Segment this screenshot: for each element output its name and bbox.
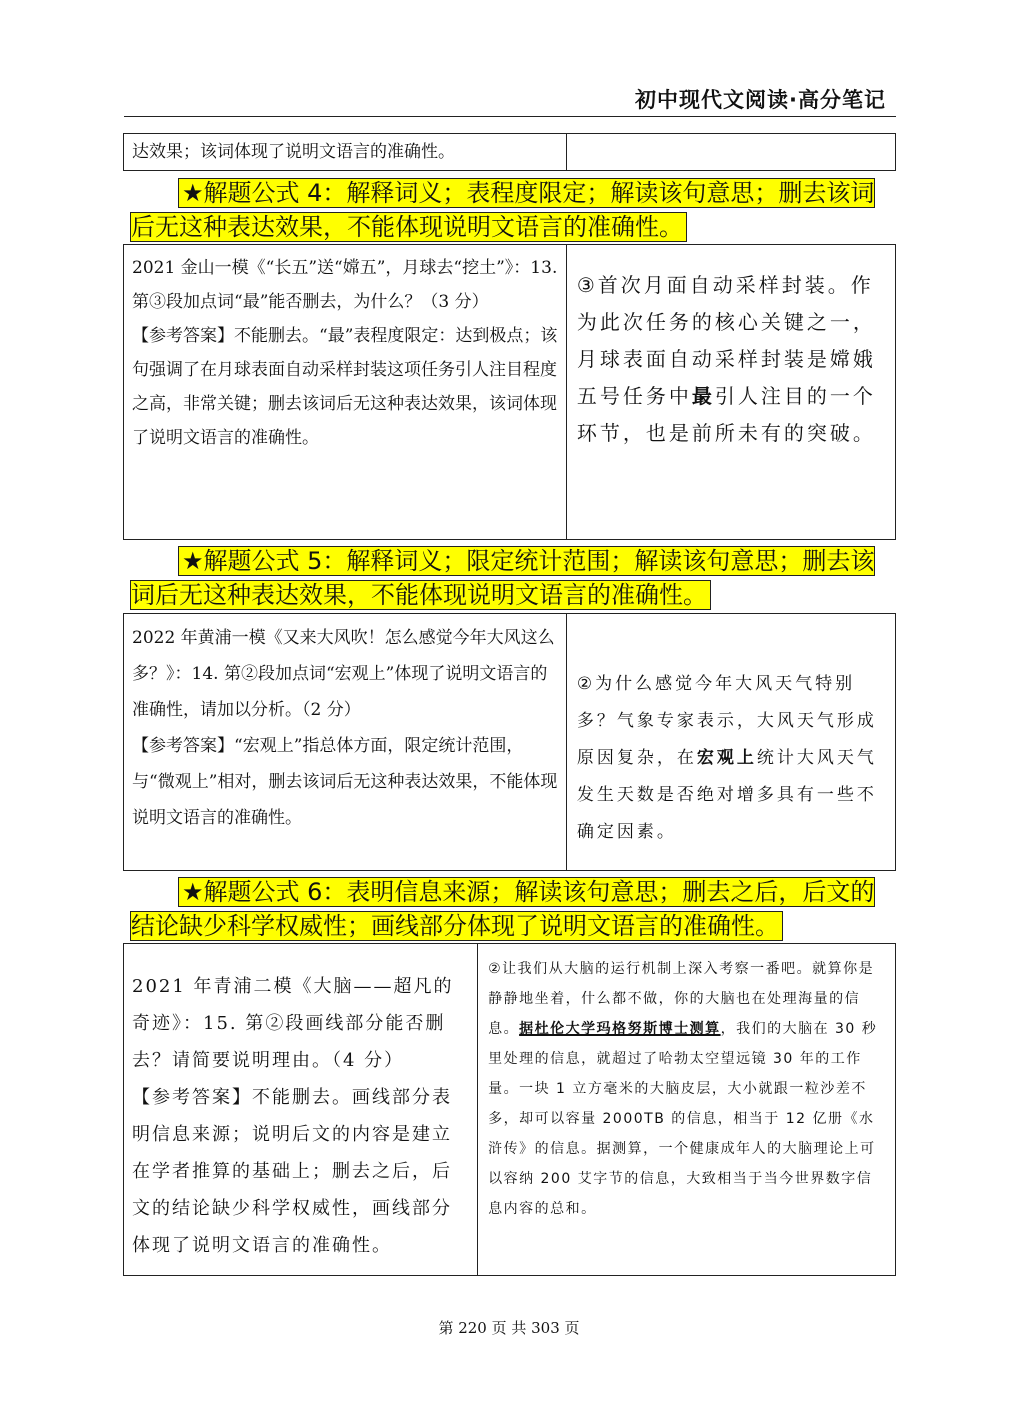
header-divider	[124, 116, 896, 117]
question-3-passage-cell	[477, 944, 895, 1275]
passage-3-text-pre: ②让我们从大脑的运行机制上深入考察一番吧。就算你是静静地坐着，什么都不做，你的大脑也在处理海量的信息。	[488, 961, 875, 1037]
page-number-footer: 第 220 页 共 303 页	[438, 1319, 580, 1337]
page-header-title: 初中现代文阅读·高分笔记	[635, 88, 886, 112]
question-2-answer: 【参考答案】“宏观上”指总体方面，限定统计范围，与“微观上”相对，删去该词后无这种表达效果，不能体现说明文语言的准确性。	[132, 736, 558, 828]
question-3-table	[123, 943, 896, 1276]
question-2-passage-cell	[566, 614, 895, 870]
question-1-passage-cell	[566, 245, 895, 539]
passage-1-text-pre: ③首次月面自动采样封装。作为此次任务的核心关键之一，月球表面自动采样封装是嫦娥五号任务中	[576, 273, 876, 408]
formula-6-text: ★解题公式 6：表明信息来源；解读该句意思；删去之后，后文的结论缺少科学权威性；画线部分体现了说明文语言的准确性。	[131, 878, 875, 940]
question-2-prompt: 2022 年黄浦一模《又来大风吹！怎么感觉今年大风这么多？》：14. 第②段加点词“宏观上”体现了说明文语言的准确性，请加以分析。（2 分）	[132, 628, 555, 720]
passage-1-dotted-word: 最 •	[692, 384, 715, 408]
question-2-left-cell	[124, 614, 566, 870]
passage-3-underlined-source: 据杜伦大学玛格努斯博士测算	[519, 1021, 721, 1037]
question-1-left-cell	[124, 245, 566, 539]
continuation-right-cell	[566, 134, 895, 170]
passage-3-text-post: ，我们的大脑在 30 秒里处理的信息，就超过了哈勃太空望远镜 30 年的工作量。一块 1 立方毫米的大脑皮层，大小就跟一粒沙差不多，却可以容量 2000TB 的信息，相当于 12 亿册《水浒传》的信息。据测算，一个健康成年人的大脑理论上可以容纳 200 艾字节的信息，大致相当于当今世界数字信息内容的总和。	[488, 1021, 878, 1217]
passage-2-text-post: 统计大风天气发生天数是否绝对增多具有一些不确定因素。	[576, 748, 877, 842]
formula-4-text: ★解题公式 4：解释词义；表程度限定；解读该句意思；删去该词后无这种表达效果，不能体现说明文语言的准确性。	[131, 179, 875, 241]
passage-2-text-pre: ②为什么感觉今年大风天气特别多？气象专家表示，大风天气形成原因复杂，在	[576, 674, 877, 768]
formula-5-text: ★解题公式 5：解释词义；限定统计范围；解读该句意思；删去该词后无这种表达效果，不能体现说明文语言的准确性。	[131, 547, 875, 609]
question-1-table	[123, 244, 896, 540]
passage-1-text-post: 引人注目的一个环节，也是前所未有的突破。	[576, 384, 876, 445]
question-3-prompt: 2021 年青浦二模《大脑——超凡的奇迹》：15. 第②段画线部分能否删去？请简要说明理由。（4 分）	[132, 976, 454, 1071]
formula-5-block	[131, 544, 891, 612]
formula-4-block	[131, 176, 891, 244]
question-1-prompt: 2021 金山一模《“长五”送“嫦五”，月球去“挖土”》：13. 第③段加点词“最”能否删去，为什么？（3 分）	[132, 258, 558, 312]
question-1-answer: 【参考答案】不能删去。“最”表程度限定：达到极点；该句强调了在月球表面自动采样封装这项任务引人注目程度之高，非常关键；删去该词后无这种表达效果，该词体现了说明文语言的准确性。	[132, 326, 558, 448]
question-2-table	[123, 613, 896, 871]
continuation-left-cell: 达效果；该词体现了说明文语言的准确性。	[132, 142, 455, 162]
question-3-answer: 【参考答案】不能删去。画线部分表明信息来源；说明后文的内容是建立在学者推算的基础上；删去之后，后文的结论缺少科学权威性，画线部分体现了说明文语言的准确性。	[132, 1087, 452, 1256]
formula-6-block	[131, 875, 891, 943]
question-3-left-cell	[124, 944, 477, 1275]
passage-2-dotted-word: 宏观上 •	[697, 748, 757, 768]
table-row-continuation	[123, 133, 896, 171]
